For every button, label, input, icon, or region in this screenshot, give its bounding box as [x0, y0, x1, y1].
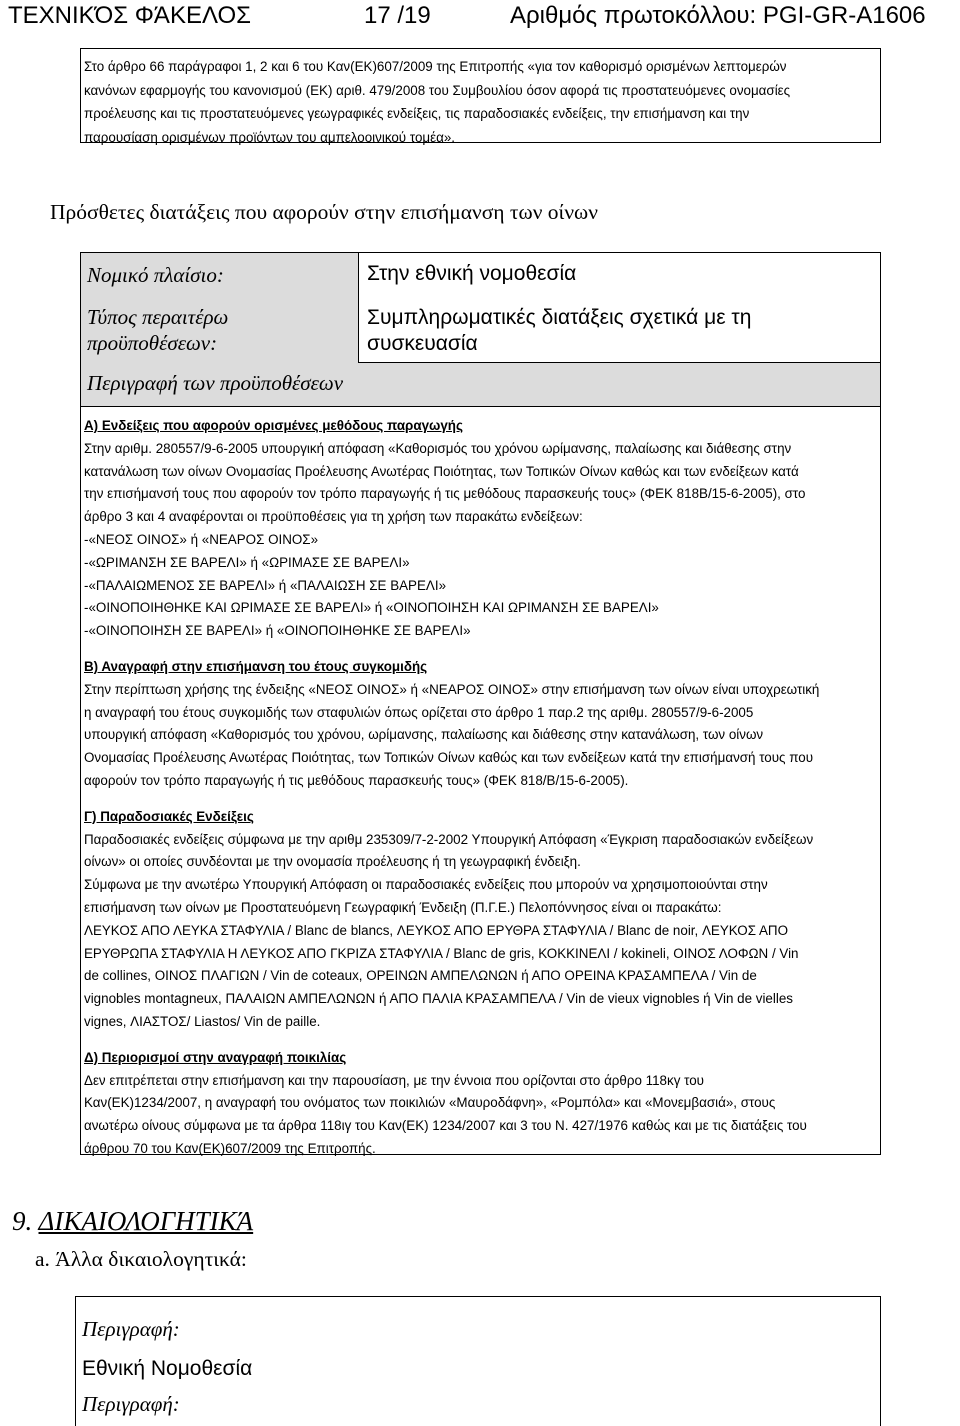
page-header — [0, 0, 960, 30]
text-line: άρθρο 3 και 4 αναφέρονται οι προϋποθέσεις για τη χρήση των παρακάτω ενδείξεων: — [84, 509, 583, 525]
text-line: vignobles montagneux, ΠΑΛΑΙΩΝ ΑΜΠΕΛΩΝΩΝ ή ΑΠΟ ΠΑΛΙΑ ΚΡΑΣΑΜΠΕΛΑ / Vin de vieux vignobles ή Vin de vielles — [84, 991, 793, 1007]
text-line: κανόνων εφαρμογής του κανονισμού (ΕΚ) αριθ. 479/2008 του Συμβουλίου όσον αφορά τις προστατευόμενες ονομασίες — [84, 82, 791, 98]
text-line: -«ΝΕΟΣ ΟΙΝΟΣ» ή «ΝΕΑΡΟΣ ΟΙΝΟΣ» — [84, 531, 319, 547]
description-label: Περιγραφή: — [82, 1317, 180, 1341]
condition-type-label-line1: Τύπος περαιτέρω — [87, 305, 229, 329]
legal-framework-value: Στην εθνική νομοθεσία — [367, 262, 577, 285]
document-type: ΤΕΧΝΙΚΌΣ ΦΆΚΕΛΟΣ — [8, 2, 251, 29]
documents-box — [75, 1296, 881, 1426]
legal-framework-label: Νομικό πλαίσιο: — [87, 263, 224, 287]
text-line: αφορούν τον τρόπο παραγωγής ή τις μεθόδους παρασκευής τους» (ΦΕΚ 818/Β/15-6-2005). — [84, 772, 629, 788]
labels-cell — [81, 253, 359, 363]
text-line: την επισήμανσή τους που αφορούν τον τρόπο παραγωγής ή τις μεθόδους παρασκευής τους» (ΦΕΚ 818Β/15-6-2005), στο — [84, 486, 806, 502]
text-line: παρουσίαση ορισμένων προϊόντων του αμπελοοινικού τομέα». — [84, 129, 455, 145]
condition-type-label-line2: προϋποθέσεων: — [87, 331, 218, 355]
text-line: -«ΠΑΛΑΙΩΜΕΝΟΣ ΣΕ ΒΑΡΕΛΙ» ή «ΠΑΛΑΙΩΣΗ ΣΕ ΒΑΡΕΛΙ» — [84, 577, 447, 593]
section-9-heading — [12, 1206, 253, 1237]
description-header-cell — [81, 363, 880, 406]
text-line: -«ΟΙΝΟΠΟΙΗΣΗ ΣΕ ΒΑΡΕΛΙ» ή «ΟΙΝΟΠΟΙΗΘΗΚΕ ΣΕ ΒΑΡΕΛΙ» — [84, 623, 471, 639]
text-line: -«ΩΡΙΜΑΝΣΗ ΣΕ ΒΑΡΕΛΙ» ή «ΩΡΙΜΑΣΕ ΣΕ ΒΑΡΕΛΙ» — [84, 554, 410, 570]
protocol-number: Αριθμός πρωτοκόλλου: PGI-GR-A1606 — [510, 2, 926, 29]
text-line: de collines, ΟΙΝΟΣ ΠΛΑΓΙΩΝ / Vin de coteaux, ΟΡΕΙΝΩΝ ΑΜΠΕΛΩΝΩΝ ή ΑΠΟ ΟΡΕΙΝΑ ΚΡΑΣΑΜΠΕΛΑ / Vin de — [84, 968, 757, 984]
condition-type-value-line1: Συμπληρωματικές διατάξεις σχετικά με τη — [367, 306, 752, 329]
page-number: 17 /19 — [364, 2, 431, 29]
text-line: προέλευσης και τις προστατευόμενες γεωγραφικές ενδείξεις, τις παραδοσιακές ενδείξεις, την επισήμανση και την — [84, 106, 750, 121]
text-line: Ονομασίας Προέλευσης Ανωτέρας Ποιότητας, των Τοπικών Οίνων καθώς και των ενδείξεων κατά την επισήμανσή τους που — [84, 750, 814, 766]
section-d-title: Δ) Περιορισμοί στην αναγραφή ποικιλίας — [84, 1049, 347, 1065]
section-a-title: Α) Ενδείξεις που αφορούν ορισμένες μεθόδους παραγωγής — [84, 418, 463, 433]
text-line: ΕΡΥΘΡΩΠΑ ΣΤΑΦΥΛΙΑ Η ΛΕΥΚΟΣ ΑΠΟ ΓΚΡΙΖΑ ΣΤΑΦΥΛΙΑ / Blanc de gris, ΚΟΚΚΙΝΕΛΙ / kokineli, ΟΙΝΟΣ ΛΟΦΩΝ / Vin — [84, 945, 799, 961]
conditions-table — [80, 252, 881, 407]
section-c-title: Γ) Παραδοσιακές Ενδείξεις — [84, 808, 254, 824]
text-line: ΛΕΥΚΟΣ ΑΠΟ ΛΕΥΚΑ ΣΤΑΦΥΛΙΑ / Blanc de blancs, ΛΕΥΚΟΣ ΑΠΟ ΕΡΥΘΡΑ ΣΤΑΦΥΛΙΑ / Blanc de noir, ΛΕΥΚΟΣ ΑΠΟ — [84, 922, 788, 938]
condition-type-value-line2: συσκευασία — [367, 332, 478, 355]
text-line: κατανάλωση των οίνων Ονομασίας Προέλευσης Ανωτέρας Ποιότητας, των Τοπικών Οίνων καθώς και των ενδείξεων κατά — [84, 463, 799, 479]
section-heading: Πρόσθετες διατάξεις που αφορούν στην επισήμανση των οίνων — [50, 200, 598, 224]
subsection-a-heading: a. Άλλα δικαιολογητικά: — [35, 1247, 247, 1271]
text-line: Σύμφωνα με την ανωτέρω Υπουργική Απόφαση οι παραδοσιακές ενδείξεις που μπορούν να χρησιμοποιούνται στην — [84, 877, 768, 893]
description-label: Περιγραφή των προϋποθέσεων — [87, 371, 344, 395]
section-9-number: 9. — [12, 1206, 39, 1236]
text-line: επισήμανση των οίνων με Προστατευόμενη Γεωγραφική Ένδειξη (Π.Γ.Ε.) Πελοπόννησος είναι οι παρακάτω: — [84, 899, 722, 915]
text-line: η αναγραφή του έτους συγκομιδής των σταφυλιών όπως ορίζεται στο άρθρο 1 παρ.2 της αριθμ. 280557/9-6-2005 — [84, 704, 754, 720]
text-line: άρθρου 70 του Καν(ΕΚ)607/2009 της Επιτροπής. — [84, 1140, 376, 1156]
text-line: Παραδοσιακές ενδείξεις σύμφωνα με την αριθμ 235309/7-2-2002 Υπουργική Απόφαση «Έγκριση παραδοσιακών ενδείξεων — [84, 831, 814, 847]
description-label: Περιγραφή: — [82, 1392, 180, 1416]
text-line: -«ΟΙΝΟΠΟΙΗΘΗΚΕ ΚΑΙ ΩΡΙΜΑΣΕ ΣΕ ΒΑΡΕΛΙ» ή «ΟΙΝΟΠΟΙΗΣΗ ΚΑΙ ΩΡΙΜΑΝΣΗ ΣΕ ΒΑΡΕΛΙ» — [84, 600, 659, 616]
text-line: ανωτέρω οίνους σύμφωνα με τα άρθρα 118ιγ του Καν(ΕΚ) 1234/2007 και 3 του Ν. 427/1976 καθώς και με τις διατάξεις του — [84, 1118, 807, 1134]
text-line: Στο άρθρο 66 παράγραφοι 1, 2 και 6 του Καν(ΕΚ)607/2009 της Επιτροπής «για τον καθορισμό ορισμένων λεπτομερών — [84, 59, 787, 74]
text-line: υπουργική απόφαση «Καθορισμός του χρόνου, ωρίμανσης, παλαίωσης και διάθεσης στην κατανάλωση, των οίνων — [84, 727, 764, 743]
legal-reference-box — [80, 48, 881, 143]
text-line: Καν(ΕΚ)1234/2007, η αναγραφή του ονόματος των ποικιλιών «Μαυροδάφνη», «Ρομπόλα» και «Μονεμβασιά», στους — [84, 1095, 776, 1111]
section-9-title: ΔΙΚΑΙΟΛΟΓΗΤΙΚΆ — [38, 1206, 254, 1236]
values-cell — [359, 253, 880, 363]
text-line: Στην αριθμ. 280557/9-6-2005 υπουργική απόφαση «Καθορισμός του χρόνου ωρίμανσης, παλαίωσης και διάθεσης στην — [84, 440, 792, 456]
conditions-description — [80, 407, 881, 1155]
text-line: οίνων» οι οποίες συνδέονται με την ονομασία προέλευσης ή τη γεωγραφική ένδειξη. — [84, 854, 581, 870]
section-b-title: Β) Αναγραφή στην επισήμανση του έτους συγκομιδής — [84, 658, 428, 674]
text-line: vignes, ΛΙΑΣΤΟΣ/ Liastos/ Vin de paille. — [84, 1013, 321, 1029]
text-line: Στην περίπτωση χρήσης της ένδειξης «ΝΕΟΣ ΟΙΝΟΣ» ή «ΝΕΑΡΟΣ ΟΙΝΟΣ» στην επισήμανση των οίνων είναι υποχρεωτική — [84, 681, 820, 697]
text-line: Δεν επιτρέπεται στην επισήμανση και την παρουσίαση, με την έννοια που ορίζονται στο άρθρο 118κγ του — [84, 1072, 704, 1088]
description-value: Εθνική Νομοθεσία — [82, 1357, 253, 1380]
